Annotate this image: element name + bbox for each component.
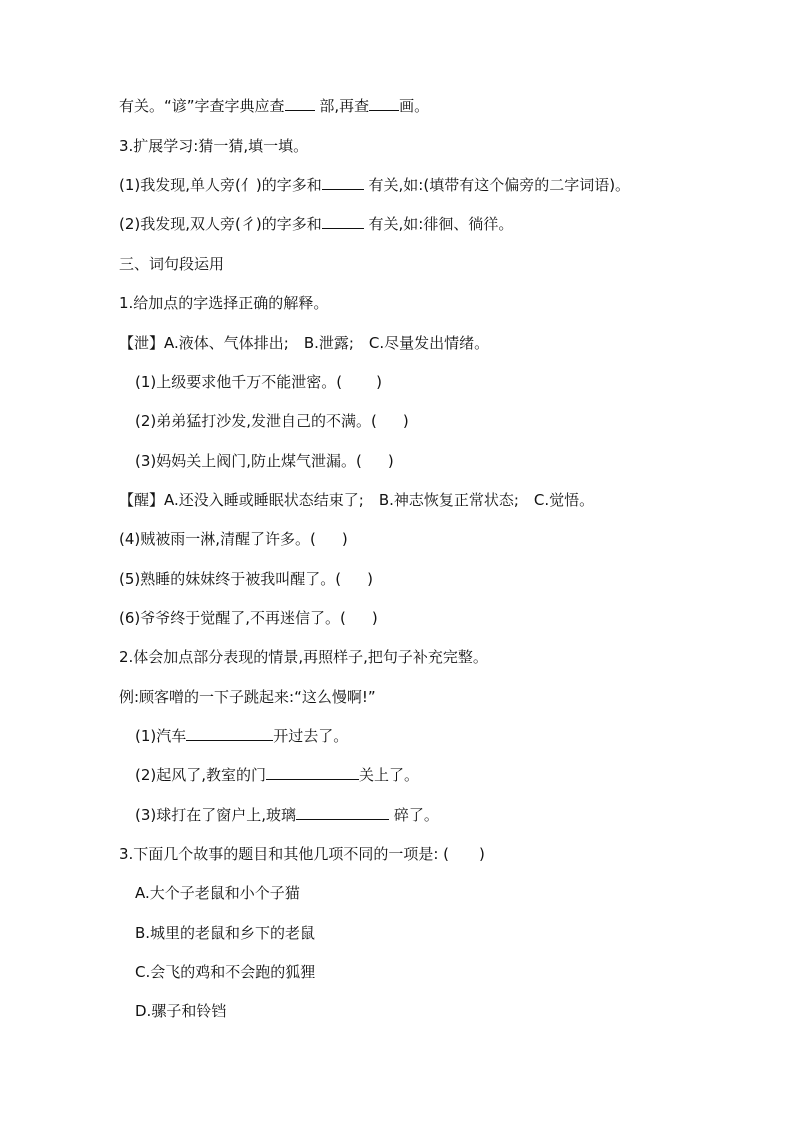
text: (3)妈妈关上阀门,防止煤气泄漏。( [135,452,362,470]
sentence-item-2 [135,765,419,785]
option-d: D.骡子和铃铛 [135,1002,227,1020]
text: (1)我发现,单人旁(亻)的字多和 [119,176,322,194]
text: 开过去了。 [273,727,349,745]
text: ) [376,373,382,391]
question-3-heading [119,844,485,864]
text: 3.下面几个故事的题目和其他几项不同的一项是: [119,845,439,863]
single-radical-line [119,175,630,195]
text: (5)熟睡的妹妹终于被我叫醒了。( [119,570,342,588]
xie-item-3 [135,451,394,471]
example-sentence: 例:顾客噌的一下子跳起来:“这么慢啊!” [119,688,376,706]
text: 有关,如:(填带有这个偏旁的二字词语)。 [368,176,631,194]
text: 部,再查 [319,97,370,115]
xing-item-4 [119,529,348,549]
blank-sentence-2[interactable] [266,765,359,780]
xie-definitions: 【泄】A.液体、气体排出; B.泄露; C.尽量发出情绪。 [119,334,490,352]
section-heading: 三、词句段运用 [119,255,225,273]
text: ) [341,530,348,548]
text: (3)球打在了窗户上,玻璃 [135,806,297,824]
xing-item-6 [119,608,378,628]
text: 画。 [399,97,430,115]
text: (2)我发现,双人旁(彳)的字多和 [119,215,322,233]
blank-strokes[interactable] [369,96,399,111]
blank-sentence-3[interactable] [296,805,389,820]
xing-definitions: 【醒】A.还没入睡或睡眠状态结束了; B.神志恢复正常状态; C.觉悟。 [119,491,595,509]
blank-radical[interactable] [285,96,315,111]
text: (2)弟弟猛打沙发,发泄自己的不满。( [135,412,377,430]
option-a: A.大个子老鼠和小个子猫 [135,884,300,902]
blank-double-radical[interactable] [322,214,364,229]
text: ) [387,452,394,470]
sentence-item-3 [135,805,439,825]
xie-item-1 [135,372,382,392]
option-c: C.会飞的鸡和不会跑的狐狸 [135,963,316,981]
sentence-item-1 [135,726,348,746]
text: (1)上级要求他千万不能泄密。( [135,373,343,391]
double-radical-line [119,214,513,234]
text: 有关。“谚”字查字典应查 [119,97,285,115]
text: ) [402,412,409,430]
text: 有关,如:徘徊、徜徉。 [368,215,514,233]
text: (6)爷爷终于觉醒了,不再迷信了。( [119,609,346,627]
xie-item-2 [135,411,409,431]
text: ) [371,609,378,627]
question-1-heading: 1.给加点的字选择正确的解释。 [119,294,329,312]
text: ) [367,570,373,588]
xing-item-5 [119,569,373,589]
text: 关上了。 [359,766,420,784]
option-b: B.城里的老鼠和乡下的老鼠 [135,924,316,942]
blank-sentence-1[interactable] [186,726,273,741]
dictionary-lookup-line [119,96,429,116]
text: (4)贼被雨一淋,清醒了许多。( [119,530,316,548]
question-2-heading: 2.体会加点部分表现的情景,再照样子,把句子补充完整。 [119,648,488,666]
text: 碎了。 [393,806,439,824]
extension-heading: 3.扩展学习:猜一猜,填一填。 [119,137,309,155]
text: (2)起风了,教室的门 [135,766,267,784]
answer-slot[interactable]: ( ) [443,845,485,863]
blank-single-radical[interactable] [322,175,364,190]
text: (1)汽车 [135,727,187,745]
